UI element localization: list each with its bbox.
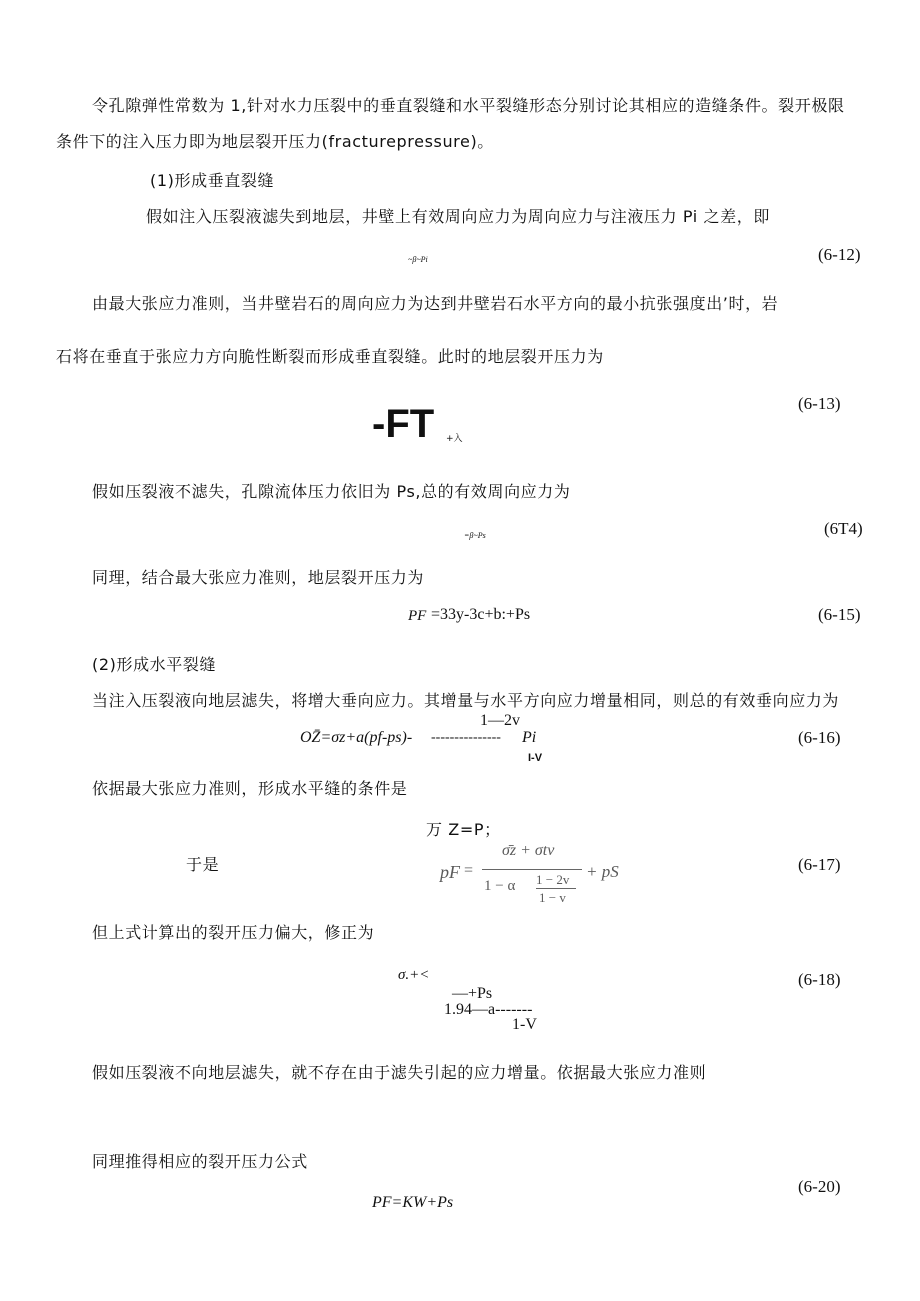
equation-6-18-line4: 1-V xyxy=(512,1016,537,1033)
section-title-vertical-fracture: (1)形成垂直裂缝 xyxy=(150,171,275,190)
equation-6-15-rhs: =33y-3c+b:+Ps xyxy=(431,606,531,623)
paragraph-similarly-2: 同理推得相应的裂开压力公式 xyxy=(92,1152,308,1171)
paragraph-vertical-stress: 当注入压裂液向地层滤失，将增大垂向应力。其增量与水平方向应力增量相同，则总的有效垂向应力为 xyxy=(92,691,840,710)
paragraph-intro-line1: 令孔隙弹性常数为 1,针对水力压裂中的垂直裂缝和水平裂缝形态分别讨论其相应的造缝条件。裂开极限 xyxy=(92,96,845,115)
equation-number-6-15: (6-15) xyxy=(818,605,861,624)
condition-formula: 万 Z=P； xyxy=(426,820,501,839)
equation-number-6-17: (6-17) xyxy=(798,855,841,874)
equation-6-18-line1: σ.+< xyxy=(398,967,430,983)
label-therefore: 于是 xyxy=(186,855,220,874)
paragraph-max-tension-line2: 石将在垂直于张应力方向脆性断裂而形成垂直裂缝。此时的地层裂开压力为 xyxy=(56,347,604,366)
equation-6-12: ~β~Pi xyxy=(408,255,428,264)
paragraph-similarly-1: 同理，结合最大张应力准则，地层裂开压力为 xyxy=(92,568,425,587)
equation-6-17 xyxy=(436,840,634,912)
paragraph-filtration-loss: 假如注入压裂液滤失到地层，井壁上有效周向应力为周向应力与注液压力 Pi 之差，即 xyxy=(146,207,770,226)
section-title-horizontal-fracture: (2)形成水平裂缝 xyxy=(92,655,217,674)
equation-6-16-lhs: OZ̄=σz+a(pf-ps)- xyxy=(300,729,413,746)
paragraph-max-tension-line1: 由最大张应力准则，当井壁岩石的周向应力为达到井壁岩石水平方向的最小抗张强度出’时，岩 xyxy=(92,294,779,313)
equation-number-6-16: (6-16) xyxy=(798,728,841,747)
equation-number-6-20: (6-20) xyxy=(798,1177,841,1196)
equation-6-17-inner-numerator: 1 − 2v xyxy=(536,872,570,887)
equation-number-6-12: (6-12) xyxy=(818,245,861,264)
equation-number-6-13: (6-13) xyxy=(798,394,841,413)
paragraph-no-filtration-horizontal: 假如压裂液不向地层滤失，就不存在由于滤失引起的应力增量。依据最大张应力准则 xyxy=(92,1063,707,1082)
equation-6-16-tail: Pi xyxy=(522,729,537,746)
equation-6-13-main: -FT xyxy=(372,402,435,446)
equation-number-6-18: (6-18) xyxy=(798,970,841,989)
equation-6-17-lhs: pF xyxy=(440,862,460,882)
equation-6-17-denominator-left: 1 − α xyxy=(484,878,516,894)
equation-6-17-inner-denominator: 1 − v xyxy=(539,890,566,905)
equation-6-17-numerator: σ̄z + σtv xyxy=(502,842,555,859)
equation-6-17-inner-bar xyxy=(536,888,576,889)
paragraph-correction: 但上式计算出的裂开压力偏大，修正为 xyxy=(92,923,375,942)
paragraph-horizontal-condition: 依据最大张应力准则，形成水平缝的条件是 xyxy=(92,779,408,798)
equation-6-18-line3: 1.94—a------- xyxy=(444,1001,533,1018)
equation-6-16-numerator: 1—2v xyxy=(480,712,520,729)
equation-6-16-dashes: --------------- xyxy=(431,730,501,745)
equation-6-17-tail: + pS xyxy=(586,862,619,881)
paragraph-no-filtration: 假如压裂液不滤失，孔隙流体压力依旧为 Ps,总的有效周向应力为 xyxy=(92,482,571,501)
equation-number-6-14: (6T4) xyxy=(824,519,863,538)
equation-6-17-fraction-bar xyxy=(482,869,582,870)
equation-6-20: PF=KW+Ps xyxy=(372,1194,454,1211)
equation-6-15-lhs: PF xyxy=(408,608,427,624)
equation-6-14: =β~Ps xyxy=(464,531,486,540)
paragraph-intro-line2: 条件下的注入压力即为地层裂开压力(fracturepressure)。 xyxy=(56,132,494,151)
equation-6-16-denominator: I-V xyxy=(528,752,543,764)
equation-6-17-equals: = xyxy=(464,862,474,879)
equation-6-18-line2: —+Ps xyxy=(452,985,493,1002)
equation-6-13-suffix: +入 xyxy=(446,434,463,444)
